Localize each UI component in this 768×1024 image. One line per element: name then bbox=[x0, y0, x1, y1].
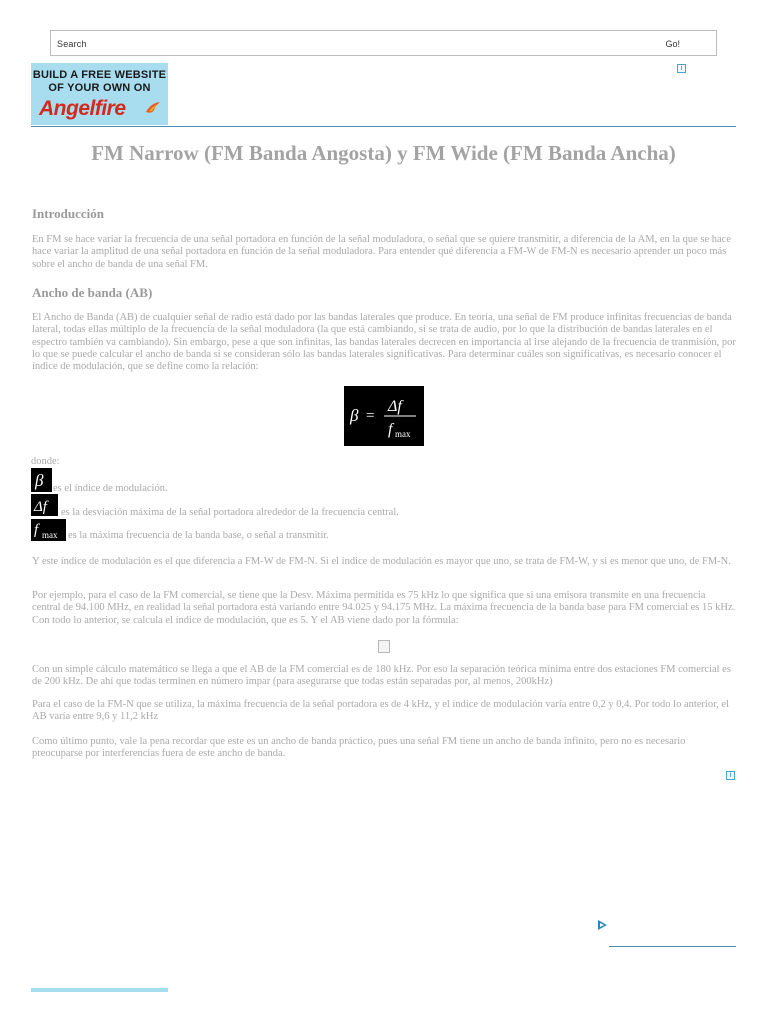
ab-paragraph: El Ancho de Banda (AB) de cualquier señal de radio está dado por las bandas laterales que produce. En teoría, una señal de FM produce infinitas frecuencias de banda lateral, todas ellas múltiplo de la frecuencia de la señal moduladora (la que está cambiando, si se trata de audio, por lo que la distribución de bandas laterales en el espectro también va cambiando). Sin embargo, pese a que son infinitas, las bandas laterales decrecen en importancia al irse alejando de la frecuencia de tranmisión, por lo que se puede calcular el ancho de banda si se consideran sólo las bandas laterales significativas. Para determinar cuáles son significativas, es necesario conocer el índice de modulación, que se define como la relación: bbox=[32, 312, 736, 373]
example-paragraph: Por ejemplo, para el caso de la FM comercial, se tiene que la Desv. Máxima permitida es 75 kHz lo que significa que si una emisora transmite en una frecuencia central de 94.100 MHz, en realidad la señal portadora está variando entre 94.025 y 94.175 MHz. La máxima frecuencia de la banda base para FM comercial es 15 kHz. Con todo lo anterior, se calcula el índice de modulación, que es 5. Y el AB viene dado por la fórmula: bbox=[32, 590, 736, 626]
footer-ad-strip[interactable] bbox=[31, 988, 168, 992]
last-paragraph: Como último punto, vale la pena recordar que este es un ancho de banda práctico, pues una señal FM tiene un ancho de banda infinito, pero no es necesario preocuparse por interferencias fuera de este ancho de banda. bbox=[32, 736, 686, 760]
svg-text:β: β bbox=[35, 471, 44, 490]
search-input[interactable]: Search bbox=[57, 39, 87, 49]
fmn-paragraph: Para el caso de la FM-N que se utiliza, la máxima frecuencia de la señal portadora es de 4 kHz, y el índice de modulación varía entre 0,2 y 0,4. Por todo lo anterior, el AB varía entre 9,6 y 11,2 kHz bbox=[32, 699, 729, 723]
modulation-index-formula bbox=[344, 386, 424, 446]
ad-line-1: BUILD A FREE WEBSITE bbox=[32, 69, 167, 81]
heading-ancho-de-banda: Ancho de banda (AB) bbox=[32, 285, 153, 300]
ad-play-icon[interactable] bbox=[598, 920, 607, 930]
search-bar[interactable] bbox=[50, 30, 717, 56]
header-divider bbox=[31, 126, 736, 127]
heading-introduccion: Introducción bbox=[32, 206, 104, 221]
bandwidth-formula-image bbox=[378, 640, 390, 653]
svg-text:Δf: Δf bbox=[34, 499, 47, 515]
adchoices-icon[interactable]: i bbox=[677, 64, 686, 73]
donde-label: donde: bbox=[31, 456, 60, 467]
fmax-description: es la máxima frecuencia de la banda base, o señal a transmitir. bbox=[68, 530, 329, 541]
fmax-symbol bbox=[31, 519, 66, 541]
intro-paragraph: En FM se hace variar la frecuencia de una señal portadora en función de la señal moduladora, o señal que se quiere transmitir, a diferencia de la AM, en la que se hace hace variar la amplitud de una señal portadora en función de la señal moduladora. Para entender qué diferencia a FM-W de FM-N es necesario aprender un poco más sobre el ancho de banda de una señal FM. bbox=[32, 234, 731, 270]
go-button[interactable]: Go! bbox=[665, 39, 680, 49]
index-paragraph: Y este índice de modulación es el que diferencia a FM-W de FM-N. Si el índice de modulación es mayor que uno, se trata de FM-W, y si es menor que uno, de FM-N. bbox=[32, 556, 731, 567]
svg-text:max: max bbox=[42, 530, 58, 540]
flame-icon bbox=[145, 101, 161, 115]
calc-paragraph: Con un simple cálculo matemático se llega a que el AB de la FM comercial es de 180 kHz. Por eso la separación teórica mínima entre dos estaciones FM comercial es de 200 kHz. De ahí que todas terminen en número impar (para asegurarse que todas están separadas por, al menos, 200kHz) bbox=[32, 664, 731, 688]
page-title: FM Narrow (FM Banda Angosta) y FM Wide (FM Banda Ancha) bbox=[91, 141, 676, 165]
ad-divider bbox=[609, 946, 736, 947]
delta-f-symbol bbox=[31, 494, 58, 516]
delta-f-description: es la desviación máxima de la señal portadora alrededor de la frecuencia central. bbox=[61, 507, 399, 518]
formula-beta: β bbox=[350, 406, 359, 425]
beta-symbol bbox=[31, 468, 52, 492]
formula-max-sub: max bbox=[395, 429, 411, 439]
angelfire-ad-banner[interactable] bbox=[31, 63, 168, 125]
svg-text:f: f bbox=[34, 522, 39, 538]
ad-line-2: OF YOUR OWN ON bbox=[48, 82, 151, 94]
adchoices-icon-bottom[interactable]: i bbox=[726, 771, 735, 780]
beta-description: es el índice de modulación. bbox=[53, 483, 168, 494]
formula-equals: = bbox=[366, 408, 375, 424]
angelfire-logo: Angelfire bbox=[39, 97, 126, 120]
formula-f: f bbox=[388, 421, 393, 438]
formula-delta-f: Δf bbox=[388, 398, 402, 415]
